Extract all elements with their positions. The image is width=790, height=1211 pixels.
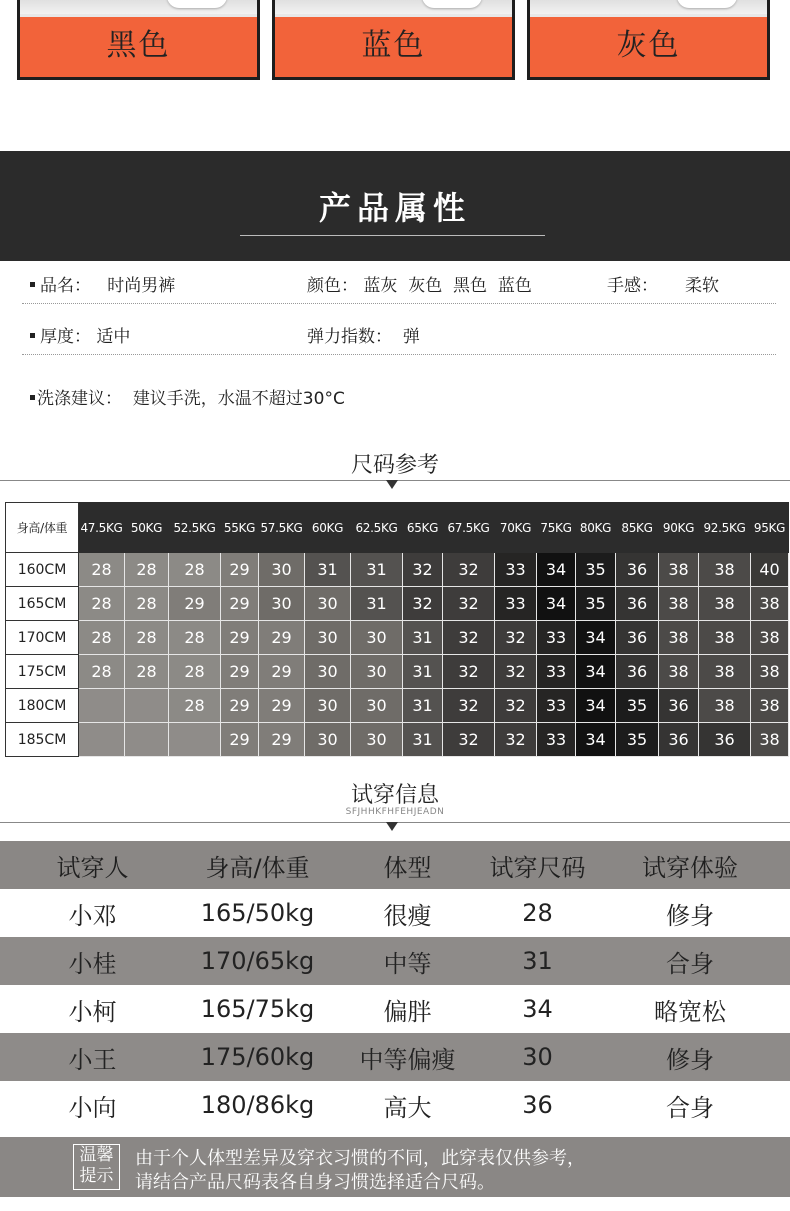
weight-header: 67.5KG <box>443 503 495 553</box>
size-cell <box>125 689 169 723</box>
size-cell: 33 <box>495 553 537 587</box>
color-value: 蓝灰 灰色 黑色 蓝色 <box>363 276 532 296</box>
size-cell: 33 <box>537 655 576 689</box>
size-cell: 28 <box>169 621 221 655</box>
size-cell: 31 <box>403 723 443 757</box>
swatch-gray[interactable] <box>527 0 770 80</box>
wash-label: 洗涤建议： <box>37 389 122 409</box>
column-header: 试穿人 <box>0 841 185 889</box>
size-cell: 29 <box>259 655 305 689</box>
size-cell: 36 <box>659 689 699 723</box>
size-cell: 35 <box>616 689 659 723</box>
column-header: 身高/体重 <box>185 841 330 889</box>
size-row <box>6 723 789 757</box>
size-cell: 38 <box>659 553 699 587</box>
height-label: 160CM <box>6 553 79 587</box>
size-cell: 40 <box>751 553 789 587</box>
weight-header: 50KG <box>125 503 169 553</box>
size-cell: 33 <box>495 587 537 621</box>
size-cell: 38 <box>699 655 751 689</box>
table-cell: 小柯 <box>0 985 185 1033</box>
table-row <box>0 889 790 937</box>
table-cell: 很瘦 <box>330 889 485 937</box>
size-row <box>6 587 789 621</box>
size-cell: 28 <box>169 553 221 587</box>
size-cell: 30 <box>259 553 305 587</box>
height-label: 175CM <box>6 655 79 689</box>
size-cell: 29 <box>221 723 259 757</box>
table-cell: 中等 <box>330 937 485 985</box>
size-cell: 33 <box>537 621 576 655</box>
weight-header: 52.5KG <box>169 503 221 553</box>
try-on-title: 试穿信息 <box>350 783 439 808</box>
size-cell: 34 <box>537 587 576 621</box>
size-cell <box>125 723 169 757</box>
size-chart-table <box>5 502 789 757</box>
weight-header: 80KG <box>576 503 616 553</box>
size-cell: 34 <box>537 553 576 587</box>
weight-header: 92.5KG <box>699 503 751 553</box>
size-cell <box>79 689 125 723</box>
size-row <box>6 689 789 723</box>
table-row <box>0 1033 790 1081</box>
tip-text-line: 请结合产品尺码表各自身习惯选择适合尺码。 <box>135 1172 495 1193</box>
tip-banner <box>0 1137 790 1197</box>
column-header: 试穿尺码 <box>485 841 590 889</box>
size-cell: 32 <box>443 587 495 621</box>
size-cell: 28 <box>79 587 125 621</box>
size-cell: 35 <box>616 723 659 757</box>
weight-header: 47.5KG <box>79 503 125 553</box>
table-cell: 165/75kg <box>185 985 330 1033</box>
size-cell: 29 <box>259 689 305 723</box>
weight-header: 95KG <box>751 503 789 553</box>
size-cell: 36 <box>659 723 699 757</box>
table-cell: 合身 <box>590 1081 790 1129</box>
table-cell: 175/60kg <box>185 1033 330 1081</box>
weight-header: 90KG <box>659 503 699 553</box>
name-value: 时尚男裤 <box>107 276 176 296</box>
attribute-row-3 <box>22 384 776 410</box>
name-attr <box>30 271 175 296</box>
table-cell: 合身 <box>590 937 790 985</box>
table-cell: 小桂 <box>0 937 185 985</box>
swatch-label: 蓝色 <box>275 17 512 77</box>
shoe-image <box>20 0 257 14</box>
table-cell: 小邓 <box>0 889 185 937</box>
feel-label: 手感： <box>607 276 658 296</box>
size-cell: 28 <box>79 553 125 587</box>
size-cell: 28 <box>125 587 169 621</box>
table-cell: 修身 <box>590 1033 790 1081</box>
arrow-down-icon <box>386 480 398 489</box>
size-cell: 38 <box>699 553 751 587</box>
height-label: 165CM <box>6 587 79 621</box>
size-cell: 38 <box>751 689 789 723</box>
try-on-table <box>0 841 790 1129</box>
size-cell: 34 <box>576 621 616 655</box>
size-cell: 29 <box>259 621 305 655</box>
size-cell: 32 <box>495 723 537 757</box>
size-cell: 28 <box>125 553 169 587</box>
size-cell: 28 <box>125 621 169 655</box>
feel-value: 柔软 <box>685 276 720 296</box>
thickness-label: 厚度： <box>40 327 91 347</box>
size-row <box>6 553 789 587</box>
thickness-value: 适中 <box>96 327 131 347</box>
size-cell: 29 <box>221 587 259 621</box>
size-cell: 31 <box>403 655 443 689</box>
size-cell: 34 <box>576 723 616 757</box>
tip-label-line: 提示 <box>79 1166 114 1186</box>
size-cell: 31 <box>351 587 403 621</box>
size-cell: 31 <box>351 553 403 587</box>
tip-label <box>73 1144 120 1190</box>
size-cell: 38 <box>751 621 789 655</box>
height-label: 170CM <box>6 621 79 655</box>
attributes-header <box>0 151 790 261</box>
table-cell: 中等偏瘦 <box>330 1033 485 1081</box>
size-cell: 33 <box>537 689 576 723</box>
shoe-image <box>275 0 512 14</box>
attribute-row-2 <box>22 312 776 355</box>
size-cell: 28 <box>79 655 125 689</box>
size-cell: 32 <box>495 689 537 723</box>
table-cell: 小向 <box>0 1081 185 1129</box>
size-cell: 30 <box>351 723 403 757</box>
size-cell <box>79 723 125 757</box>
corner-header: 身高/体重 <box>6 503 79 553</box>
table-cell: 小王 <box>0 1033 185 1081</box>
elastic-attr <box>307 322 420 347</box>
divider <box>22 354 776 355</box>
size-cell: 30 <box>305 723 351 757</box>
weight-header: 70KG <box>495 503 537 553</box>
tip-text-line: 由于个人体型差异及穿衣习惯的不同，此穿表仅供参考， <box>135 1148 585 1169</box>
divider <box>22 303 776 304</box>
size-cell: 30 <box>305 587 351 621</box>
table-cell: 36 <box>485 1081 590 1129</box>
size-cell: 30 <box>351 655 403 689</box>
size-cell: 38 <box>699 587 751 621</box>
table-cell: 31 <box>485 937 590 985</box>
weight-header: 75KG <box>537 503 576 553</box>
size-cell: 30 <box>351 621 403 655</box>
weight-header: 57.5KG <box>259 503 305 553</box>
size-cell: 28 <box>125 655 169 689</box>
weight-header: 85KG <box>616 503 659 553</box>
table-cell: 165/50kg <box>185 889 330 937</box>
table-row <box>0 1081 790 1129</box>
table-row <box>0 985 790 1033</box>
size-cell: 32 <box>443 621 495 655</box>
size-cell: 32 <box>403 553 443 587</box>
size-cell: 28 <box>169 689 221 723</box>
title-underline <box>240 235 545 236</box>
size-cell <box>169 723 221 757</box>
table-cell: 偏胖 <box>330 985 485 1033</box>
size-cell: 29 <box>259 723 305 757</box>
shoe-image <box>530 0 767 14</box>
elastic-value: 弹 <box>402 327 420 347</box>
size-cell: 32 <box>403 587 443 621</box>
swatch-label: 黑色 <box>20 17 257 77</box>
size-cell: 32 <box>443 655 495 689</box>
size-cell: 32 <box>443 723 495 757</box>
tip-label-line: 温馨 <box>79 1145 114 1165</box>
size-cell: 30 <box>305 689 351 723</box>
column-header: 体型 <box>330 841 485 889</box>
size-cell: 30 <box>305 621 351 655</box>
height-label: 185CM <box>6 723 79 757</box>
size-cell: 29 <box>169 587 221 621</box>
size-cell: 32 <box>443 553 495 587</box>
color-swatches <box>0 0 790 90</box>
size-cell: 38 <box>659 587 699 621</box>
size-cell: 31 <box>305 553 351 587</box>
table-cell: 略宽松 <box>590 985 790 1033</box>
table-cell: 高大 <box>330 1081 485 1129</box>
try-on-header-row <box>0 841 790 889</box>
size-cell: 30 <box>305 655 351 689</box>
size-row <box>6 655 789 689</box>
bullet-icon <box>30 395 35 400</box>
size-cell: 38 <box>699 621 751 655</box>
size-chart-title: 尺码参考 <box>350 453 439 478</box>
size-cell: 36 <box>616 655 659 689</box>
elastic-label: 弹力指数： <box>307 327 392 347</box>
swatch-label: 灰色 <box>530 17 767 77</box>
wash-attr <box>30 384 345 409</box>
size-cell: 36 <box>616 587 659 621</box>
weight-header: 55KG <box>221 503 259 553</box>
size-cell: 29 <box>221 621 259 655</box>
size-cell: 31 <box>403 621 443 655</box>
size-cell: 29 <box>221 655 259 689</box>
size-cell: 30 <box>259 587 305 621</box>
name-label: 品名： <box>40 276 91 296</box>
swatch-black[interactable] <box>17 0 260 80</box>
swatch-blue[interactable] <box>272 0 515 80</box>
table-cell: 修身 <box>590 889 790 937</box>
size-cell: 28 <box>169 655 221 689</box>
table-cell: 34 <box>485 985 590 1033</box>
wash-value: 建议手洗，水温不超过30°C <box>132 389 345 409</box>
weight-header: 62.5KG <box>351 503 403 553</box>
size-cell: 38 <box>751 723 789 757</box>
size-cell: 38 <box>751 587 789 621</box>
table-cell: 30 <box>485 1033 590 1081</box>
size-cell: 28 <box>79 621 125 655</box>
attribute-row-1 <box>22 262 776 304</box>
thickness-attr <box>30 322 130 347</box>
size-cell: 31 <box>403 689 443 723</box>
try-on-subtitle: SFJHHKFHFEHJEADN <box>345 807 445 817</box>
size-cell: 30 <box>351 689 403 723</box>
attributes-title: 产品属性 <box>318 189 471 227</box>
size-cell: 36 <box>616 621 659 655</box>
height-label: 180CM <box>6 689 79 723</box>
feel-attr <box>607 271 719 296</box>
weight-header: 65KG <box>403 503 443 553</box>
color-attr <box>307 271 532 296</box>
arrow-down-icon <box>386 822 398 831</box>
size-cell: 36 <box>699 723 751 757</box>
size-cell: 32 <box>443 689 495 723</box>
size-cell: 33 <box>537 723 576 757</box>
size-cell: 38 <box>659 655 699 689</box>
size-cell: 35 <box>576 587 616 621</box>
table-cell: 180/86kg <box>185 1081 330 1129</box>
table-cell: 170/65kg <box>185 937 330 985</box>
size-cell: 29 <box>221 553 259 587</box>
bullet-icon <box>30 333 35 338</box>
size-cell: 36 <box>616 553 659 587</box>
size-cell: 32 <box>495 655 537 689</box>
size-cell: 35 <box>576 553 616 587</box>
size-cell: 38 <box>659 621 699 655</box>
table-row <box>0 937 790 985</box>
weight-header: 60KG <box>305 503 351 553</box>
size-row <box>6 621 789 655</box>
size-cell: 32 <box>495 621 537 655</box>
table-cell: 28 <box>485 889 590 937</box>
color-label: 颜色： <box>307 276 358 296</box>
size-cell: 38 <box>699 689 751 723</box>
size-cell: 38 <box>751 655 789 689</box>
column-header: 试穿体验 <box>590 841 790 889</box>
bullet-icon <box>30 282 35 287</box>
size-cell: 34 <box>576 689 616 723</box>
size-cell: 29 <box>221 689 259 723</box>
size-cell: 34 <box>576 655 616 689</box>
